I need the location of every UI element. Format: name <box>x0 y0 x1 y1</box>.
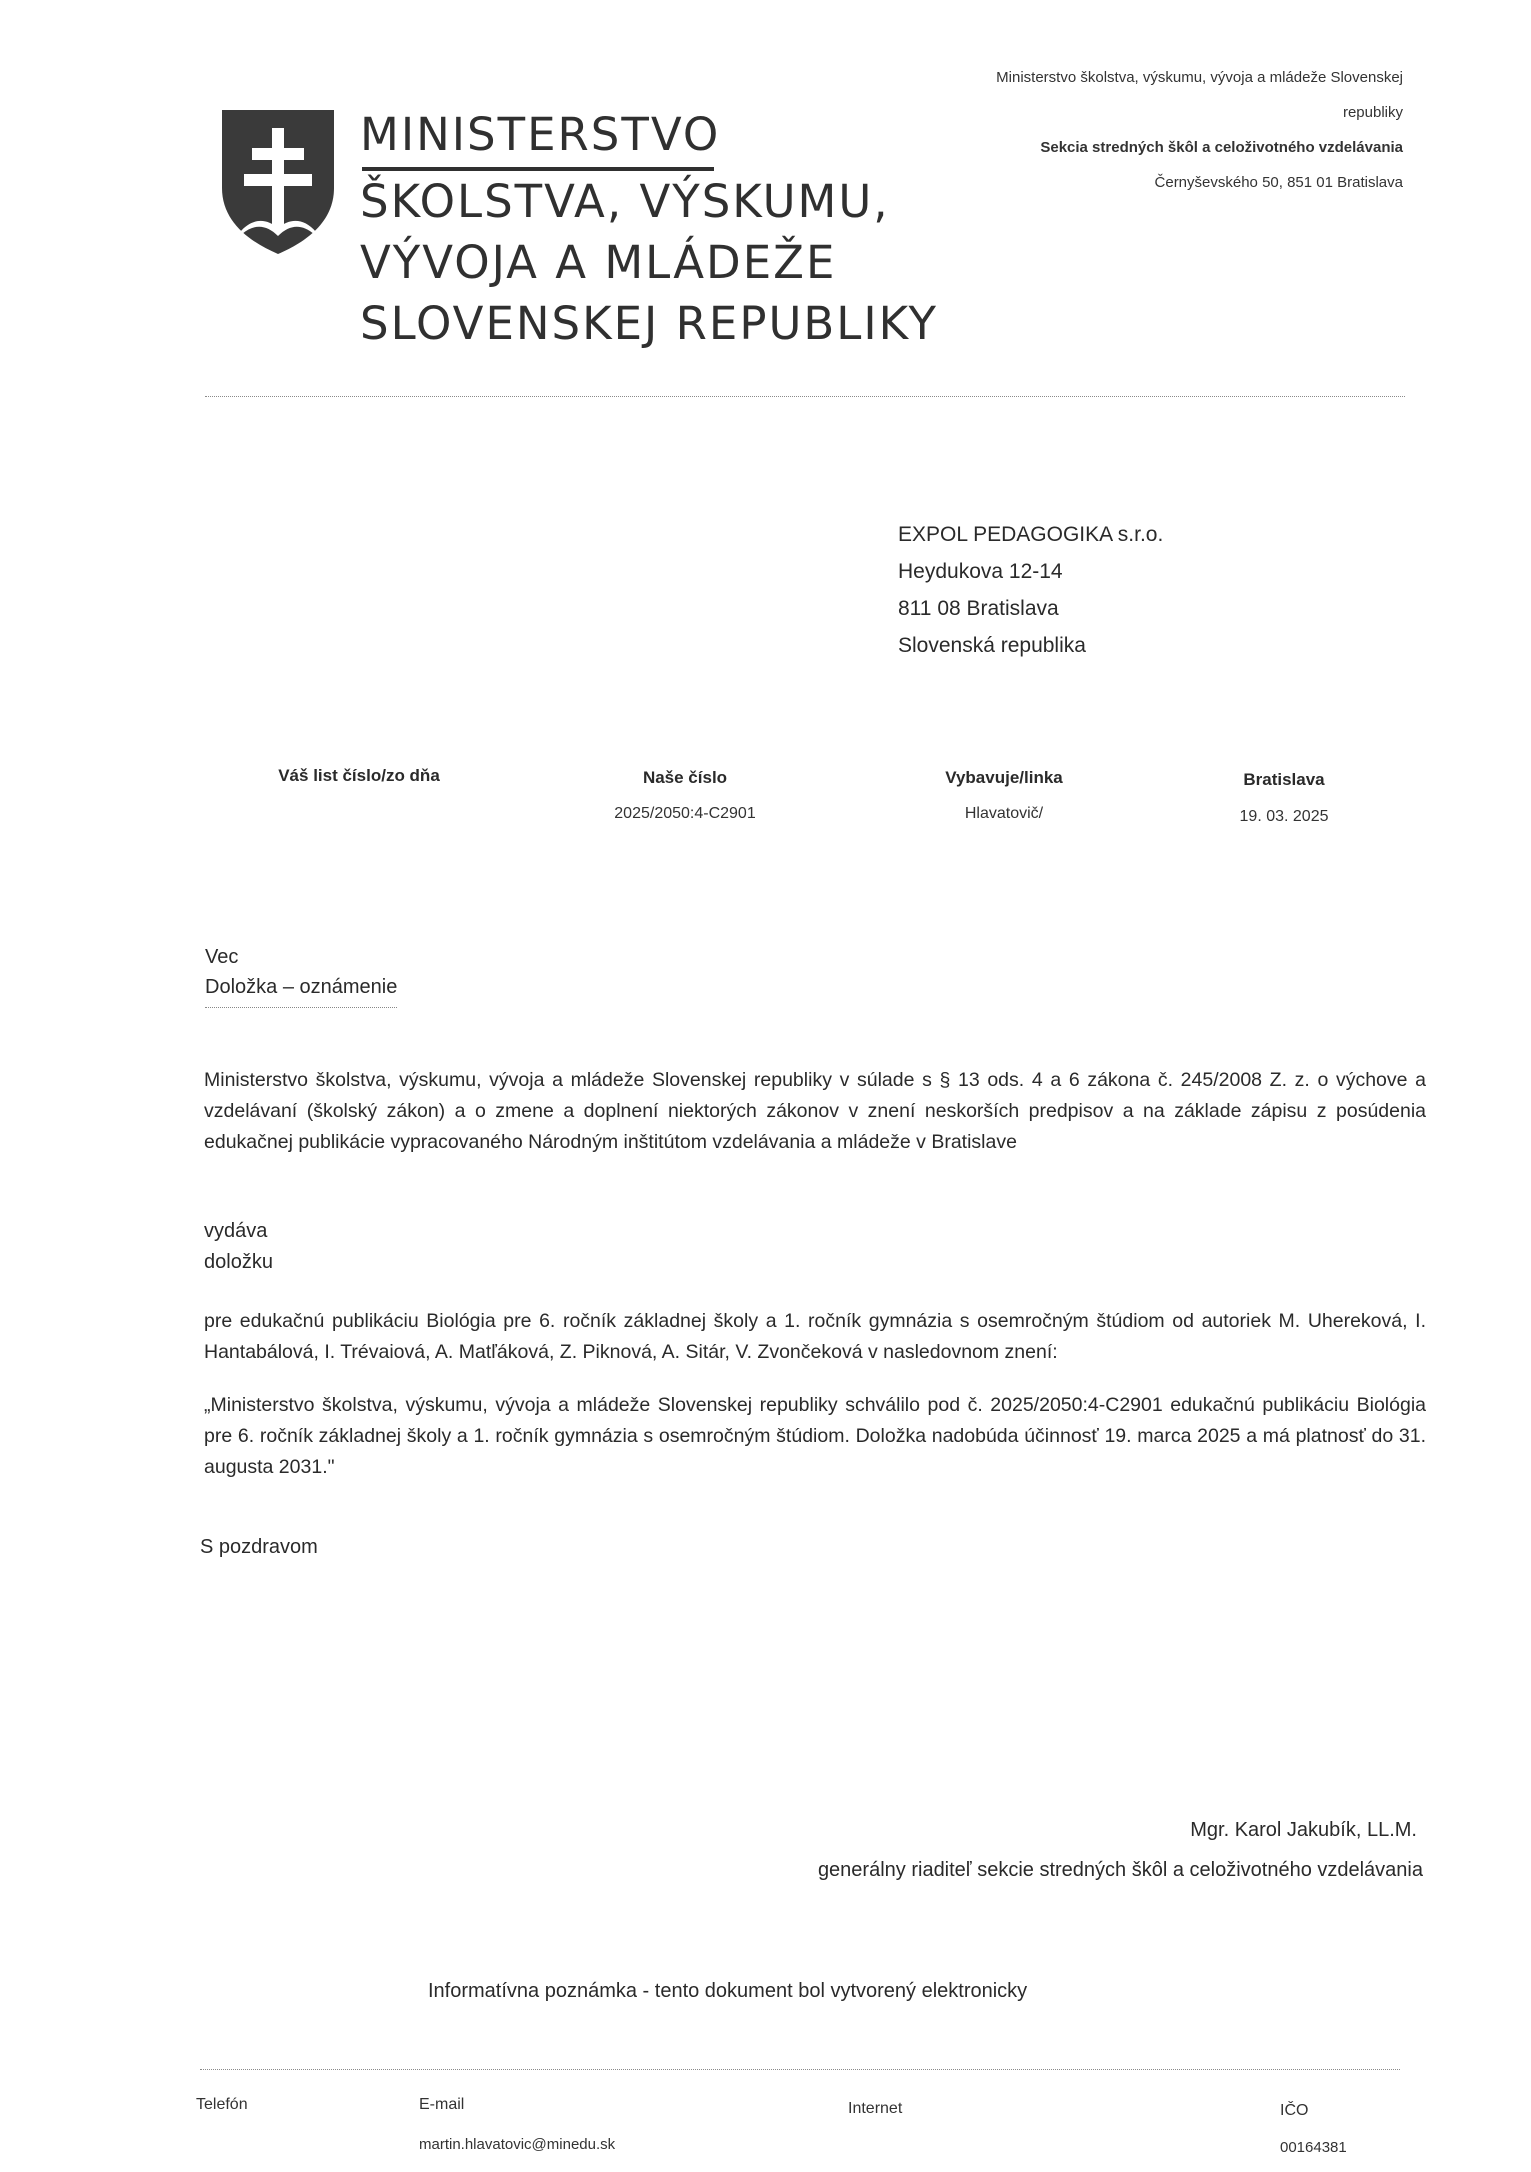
ministry-name-line-1: MINISTERSTVO <box>360 108 721 161</box>
sender-line-2: republiky <box>1342 104 1403 121</box>
signatory-title: generálny riaditeľ sekcie stredných škôl a celoživotného vzdelávania <box>817 1859 1423 1881</box>
footer-ico-label: IČO <box>1280 2102 1309 2119</box>
date-value: 19. 03. 2025 <box>1239 808 1329 825</box>
ministry-name-line-2: ŠKOLSTVA, VÝSKUMU, <box>360 175 890 228</box>
subject-block <box>205 942 397 1002</box>
signatory-name: Mgr. Karol Jakubík, LL.M. <box>1190 1819 1417 1841</box>
ministry-wordmark <box>360 104 938 354</box>
closing: S pozdravom <box>200 1536 318 1558</box>
subject-value: Doložka – oznámenie <box>205 976 398 998</box>
recipient-line-1: EXPOL PEDAGOGIKA s.r.o. <box>898 523 1164 546</box>
footer-phone-label: Telefón <box>196 2096 248 2113</box>
issues-verb: vydáva <box>204 1220 268 1242</box>
sender-line-1: Ministerstvo školstva, výskumu, vývoja a mládeže Slovenskej <box>996 69 1403 86</box>
footer-email-label: E-mail <box>419 2096 465 2113</box>
footer-divider <box>200 2069 1400 2070</box>
ministry-name-line-3: VÝVOJA A MLÁDEŽE <box>360 236 837 289</box>
approval-quote: „Ministerstvo školstva, výskumu, vývoja a mládeže Slovenskej republiky schválilo pod č. 2025/2050:4-C2901 edukačnú publikáciu Biológia pre 6. ročník základnej školy a 1. ročník gymnázia s osemročným štúdiom. Doložka nadobúda účinnosť 19. marca 2025 a má platnosť do 31. augusta 2031." <box>204 1394 1426 1478</box>
issues-block <box>204 1216 273 1278</box>
ministry-crest <box>222 110 334 254</box>
handled-by-value: Hlavatovič/ <box>964 805 1044 822</box>
recipient-address <box>898 516 1163 664</box>
your-letter-label: Váš list číslo/zo dňa <box>278 766 440 785</box>
our-number-value: 2025/2050:4-C2901 <box>614 805 756 822</box>
header-divider <box>205 396 1405 397</box>
handled-by-label: Vybavuje/linka <box>945 768 1063 787</box>
recipient-line-3: 811 08 Bratislava <box>898 597 1059 620</box>
slovak-double-cross-shield-icon <box>222 110 334 254</box>
sender-address <box>996 60 1403 200</box>
subject-label: Vec <box>205 946 239 968</box>
footer-internet-label: Internet <box>848 2100 903 2117</box>
recipient-line-2: Heydukova 12-14 <box>898 560 1063 583</box>
signature-block <box>818 1810 1423 1890</box>
our-number-label: Naše číslo <box>642 768 728 787</box>
subject-underline <box>205 1007 397 1008</box>
publication-paragraph: pre edukačnú publikáciu Biológia pre 6. ročník základnej školy a 1. ročník gymnázia s osemročným štúdiom od autoriek M. Uhereková, I. Hantabálová, I. Trévaiová, A. Matľáková, Z. Piknová, A. Sitár, V. Zvončeková v nasledovnom znení: <box>204 1310 1426 1363</box>
intro-paragraph: Ministerstvo školstva, výskumu, vývoja a mládeže Slovenskej republiky v súlade s § 13 ods. 4 a 6 zákona č. 245/2008 Z. z. o výchove a vzdelávaní (školský zákon) a o zmene a doplnení niektorých zákonov v znení neskorších predpisov a na základe zápisu z posúdenia edukačnej publikácie vypracovaného Národným inštitútom vzdelávania a mládeže v Bratislave <box>204 1069 1426 1153</box>
sender-section: Sekcia stredných škôl a celoživotného vzdelávania <box>1040 139 1403 156</box>
footer-ico-value: 00164381 <box>1280 2139 1347 2156</box>
sender-street: Černyševského 50, 851 01 Bratislava <box>1154 174 1403 191</box>
electronic-document-note: Informatívna poznámka - tento dokument bol vytvorený elektronicky <box>428 1980 1028 2002</box>
ministry-name-line-4: SLOVENSKEJ REPUBLIKY <box>360 297 939 350</box>
recipient-line-4: Slovenská republika <box>898 634 1086 657</box>
place-label: Bratislava <box>1243 770 1325 789</box>
issues-object: doložku <box>204 1251 273 1273</box>
footer-email-value[interactable]: martin.hlavatovic@minedu.sk <box>419 2136 616 2153</box>
